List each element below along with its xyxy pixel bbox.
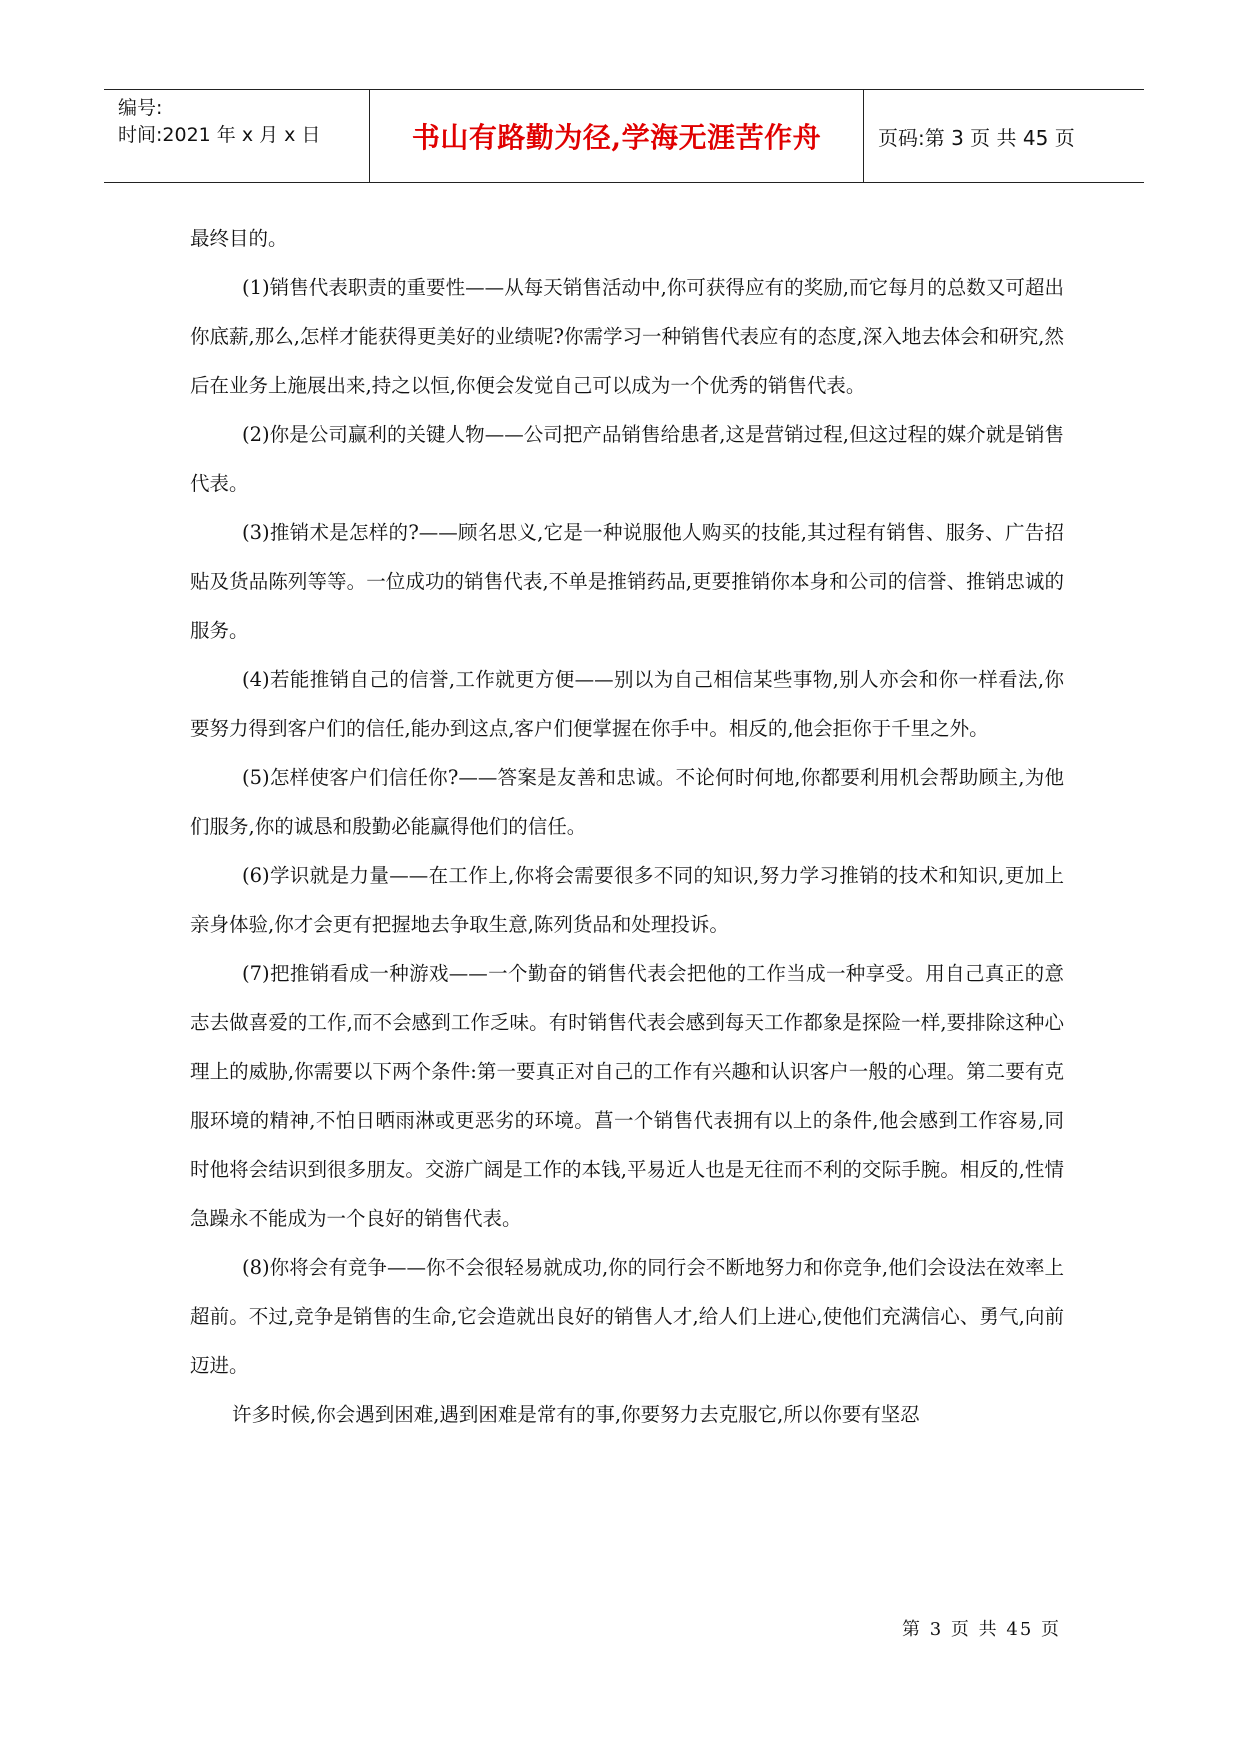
- paragraph: 最终目的。: [190, 227, 288, 250]
- header-page-info: 页码:第 3 页 共 45 页: [878, 125, 1075, 150]
- paragraph: (3)推销术是怎样的?——顾名思义,它是一种说服他人购买的技能,其过程有销售、服务、广告招贴及货品陈列等等。一位成功的销售代表,不单是推销药品,更要推销你本身和公司的信誉、推销忠诚的服务。: [190, 521, 1064, 642]
- page-header: [104, 89, 1144, 183]
- header-meta-cell: [104, 90, 370, 182]
- paragraph: (8)你将会有竞争——你不会很轻易就成功,你的同行会不断地努力和你竞争,他们会设法在效率上超前。不过,竞争是销售的生命,它会造就出良好的销售人才,给人们上进心,使他们充满信心、勇气,向前迈进。: [190, 1256, 1064, 1377]
- serial-number-label: 编号:: [118, 97, 163, 119]
- time-label: 时间:2021 年 x 月 x 日: [118, 124, 321, 146]
- header-motto: 书山有路勤为径,学海无涯苦作舟: [370, 90, 864, 182]
- paragraph: (5)怎样使客户们信任你?——答案是友善和忠诚。不论何时何地,你都要利用机会帮助顾主,为他们服务,你的诚恳和殷勤必能赢得他们的信任。: [190, 766, 1064, 838]
- page-footer-number: 第 3 页 共 45 页: [902, 1619, 1061, 1640]
- paragraph: (1)销售代表职责的重要性——从每天销售活动中,你可获得应有的奖励,而它每月的总数又可超出你底薪,那么,怎样才能获得更美好的业绩呢?你需学习一种销售代表应有的态度,深入地去体会和研究,然后在业务上施展出来,持之以恒,你便会发觉自己可以成为一个优秀的销售代表。: [190, 276, 1064, 397]
- paragraph: (2)你是公司赢利的关键人物——公司把产品销售给患者,这是营销过程,但这过程的媒介就是销售代表。: [190, 423, 1064, 495]
- document-body: [190, 214, 1064, 1439]
- paragraph: (4)若能推销自己的信誉,工作就更方便——别以为自己相信某些事物,别人亦会和你一样看法,你要努力得到客户们的信任,能办到这点,客户们便掌握在你手中。相反的,他会拒你于千里之外。: [190, 668, 1064, 740]
- paragraph: (7)把推销看成一种游戏——一个勤奋的销售代表会把他的工作当成一种享受。用自己真正的意志去做喜爱的工作,而不会感到工作乏味。有时销售代表会感到每天工作都象是探险一样,要排除这种心理上的威胁,你需要以下两个条件:第一要真正对自己的工作有兴趣和认识客户一般的心理。第二要有克服环境的精神,不怕日晒雨淋或更恶劣的环境。菖一个销售代表拥有以上的条件,他会感到工作容易,同时他将会结识到很多朋友。交游广阔是工作的本钱,平易近人也是无往而不利的交际手腕。相反的,性情急躁永不能成为一个良好的销售代表。: [190, 962, 1064, 1230]
- paragraph: (6)学识就是力量——在工作上,你将会需要很多不同的知识,努力学习推销的技术和知识,更加上亲身体验,你才会更有把握地去争取生意,陈列货品和处理投诉。: [190, 864, 1064, 936]
- paragraph: 许多时候,你会遇到困难,遇到困难是常有的事,你要努力去克服它,所以你要有坚忍: [232, 1403, 920, 1426]
